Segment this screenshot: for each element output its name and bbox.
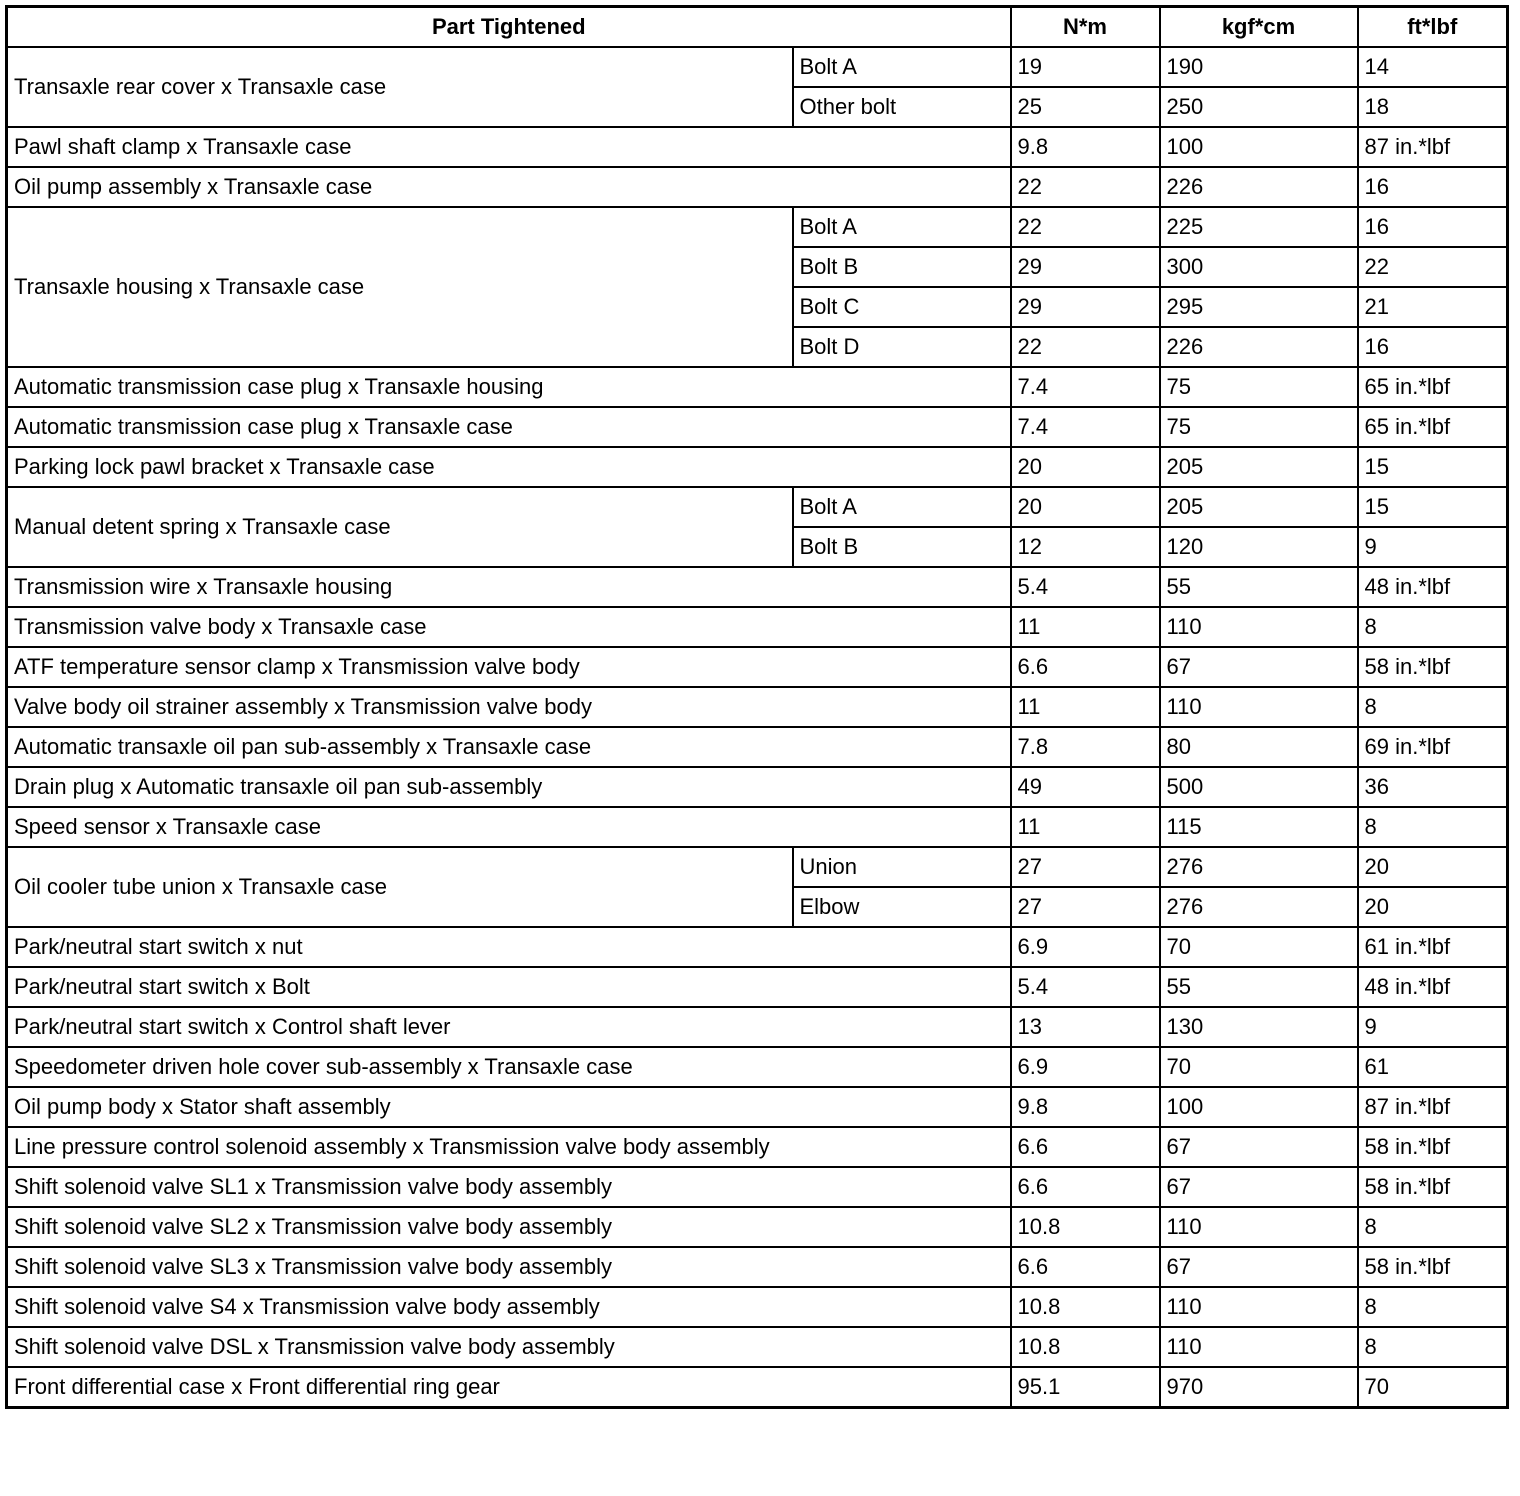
table-row	[7, 807, 1508, 847]
nm-cell: 7.8	[1011, 727, 1160, 767]
ftlbf-cell: 9	[1358, 1007, 1508, 1047]
kgfcm-cell: 100	[1160, 1087, 1358, 1127]
part-cell: Automatic transmission case plug x Transaxle case	[7, 407, 1011, 447]
kgfcm-cell: 110	[1160, 1327, 1358, 1367]
nm-cell: 22	[1011, 167, 1160, 207]
ftlbf-cell: 8	[1358, 1327, 1508, 1367]
nm-cell: 10.8	[1011, 1207, 1160, 1247]
part-cell: Parking lock pawl bracket x Transaxle case	[7, 447, 1011, 487]
ftlbf-cell: 87 in.*lbf	[1358, 127, 1508, 167]
ftlbf-cell: 9	[1358, 527, 1508, 567]
kgfcm-cell: 70	[1160, 1047, 1358, 1087]
table-row	[7, 727, 1508, 767]
ftlbf-cell: 58 in.*lbf	[1358, 1167, 1508, 1207]
nm-cell: 9.8	[1011, 1087, 1160, 1127]
table-row	[7, 647, 1508, 687]
kgfcm-cell: 100	[1160, 127, 1358, 167]
kgfcm-cell: 250	[1160, 87, 1358, 127]
ftlbf-cell: 58 in.*lbf	[1358, 1247, 1508, 1287]
part-cell: Transmission valve body x Transaxle case	[7, 607, 1011, 647]
nm-cell: 6.6	[1011, 1247, 1160, 1287]
sub-part-cell: Bolt B	[793, 527, 1011, 567]
part-cell: Park/neutral start switch x Bolt	[7, 967, 1011, 1007]
ftlbf-cell: 48 in.*lbf	[1358, 567, 1508, 607]
table-row	[7, 1367, 1508, 1408]
part-cell: Manual detent spring x Transaxle case	[7, 487, 793, 567]
ftlbf-cell: 65 in.*lbf	[1358, 367, 1508, 407]
part-cell: Line pressure control solenoid assembly x Transmission valve body assembly	[7, 1127, 1011, 1167]
table-header-row	[7, 7, 1508, 48]
part-cell: Automatic transaxle oil pan sub-assembly x Transaxle case	[7, 727, 1011, 767]
nm-cell: 29	[1011, 287, 1160, 327]
kgfcm-cell: 110	[1160, 1207, 1358, 1247]
kgfcm-cell: 115	[1160, 807, 1358, 847]
nm-cell: 6.6	[1011, 647, 1160, 687]
ftlbf-cell: 8	[1358, 1287, 1508, 1327]
nm-cell: 27	[1011, 847, 1160, 887]
table-row	[7, 1127, 1508, 1167]
kgfcm-cell: 67	[1160, 1247, 1358, 1287]
ftlbf-cell: 16	[1358, 207, 1508, 247]
ftlbf-cell: 69 in.*lbf	[1358, 727, 1508, 767]
kgfcm-cell: 75	[1160, 367, 1358, 407]
kgfcm-cell: 67	[1160, 647, 1358, 687]
kgfcm-cell: 120	[1160, 527, 1358, 567]
ftlbf-cell: 65 in.*lbf	[1358, 407, 1508, 447]
nm-cell: 11	[1011, 687, 1160, 727]
table-row	[7, 47, 1508, 87]
header-part-tightened: Part Tightened	[7, 7, 1011, 48]
nm-cell: 25	[1011, 87, 1160, 127]
table-body	[7, 47, 1508, 1408]
part-cell: Speed sensor x Transaxle case	[7, 807, 1011, 847]
kgfcm-cell: 205	[1160, 447, 1358, 487]
sub-part-cell: Bolt A	[793, 487, 1011, 527]
kgfcm-cell: 295	[1160, 287, 1358, 327]
part-cell: Oil cooler tube union x Transaxle case	[7, 847, 793, 927]
table-row	[7, 1087, 1508, 1127]
table-row	[7, 567, 1508, 607]
table-row	[7, 607, 1508, 647]
nm-cell: 7.4	[1011, 407, 1160, 447]
sub-part-cell: Bolt A	[793, 47, 1011, 87]
ftlbf-cell: 8	[1358, 1207, 1508, 1247]
part-cell: Transmission wire x Transaxle housing	[7, 567, 1011, 607]
table-row	[7, 1047, 1508, 1087]
part-cell: Oil pump assembly x Transaxle case	[7, 167, 1011, 207]
nm-cell: 27	[1011, 887, 1160, 927]
kgfcm-cell: 110	[1160, 1287, 1358, 1327]
nm-cell: 19	[1011, 47, 1160, 87]
ftlbf-cell: 61	[1358, 1047, 1508, 1087]
part-cell: Transaxle housing x Transaxle case	[7, 207, 793, 367]
ftlbf-cell: 87 in.*lbf	[1358, 1087, 1508, 1127]
ftlbf-cell: 15	[1358, 447, 1508, 487]
ftlbf-cell: 16	[1358, 327, 1508, 367]
ftlbf-cell: 18	[1358, 87, 1508, 127]
nm-cell: 22	[1011, 207, 1160, 247]
ftlbf-cell: 14	[1358, 47, 1508, 87]
nm-cell: 7.4	[1011, 367, 1160, 407]
nm-cell: 6.6	[1011, 1167, 1160, 1207]
table-row	[7, 687, 1508, 727]
kgfcm-cell: 226	[1160, 327, 1358, 367]
kgfcm-cell: 205	[1160, 487, 1358, 527]
ftlbf-cell: 48 in.*lbf	[1358, 967, 1508, 1007]
table-row	[7, 447, 1508, 487]
header-nm: N*m	[1011, 7, 1160, 48]
nm-cell: 6.9	[1011, 1047, 1160, 1087]
table-row	[7, 1327, 1508, 1367]
part-cell: Shift solenoid valve SL2 x Transmission valve body assembly	[7, 1207, 1011, 1247]
kgfcm-cell: 55	[1160, 967, 1358, 1007]
ftlbf-cell: 8	[1358, 607, 1508, 647]
nm-cell: 9.8	[1011, 127, 1160, 167]
ftlbf-cell: 20	[1358, 847, 1508, 887]
kgfcm-cell: 70	[1160, 927, 1358, 967]
torque-spec-table	[5, 5, 1509, 1409]
table-row	[7, 407, 1508, 447]
nm-cell: 22	[1011, 327, 1160, 367]
table-row	[7, 127, 1508, 167]
kgfcm-cell: 130	[1160, 1007, 1358, 1047]
header-kgfcm: kgf*cm	[1160, 7, 1358, 48]
kgfcm-cell: 110	[1160, 607, 1358, 647]
nm-cell: 20	[1011, 447, 1160, 487]
ftlbf-cell: 70	[1358, 1367, 1508, 1408]
nm-cell: 29	[1011, 247, 1160, 287]
nm-cell: 13	[1011, 1007, 1160, 1047]
kgfcm-cell: 276	[1160, 847, 1358, 887]
kgfcm-cell: 75	[1160, 407, 1358, 447]
nm-cell: 12	[1011, 527, 1160, 567]
ftlbf-cell: 20	[1358, 887, 1508, 927]
ftlbf-cell: 58 in.*lbf	[1358, 1127, 1508, 1167]
kgfcm-cell: 190	[1160, 47, 1358, 87]
kgfcm-cell: 110	[1160, 687, 1358, 727]
kgfcm-cell: 67	[1160, 1127, 1358, 1167]
kgfcm-cell: 67	[1160, 1167, 1358, 1207]
header-ftlbf: ft*lbf	[1358, 7, 1508, 48]
part-cell: Valve body oil strainer assembly x Transmission valve body	[7, 687, 1011, 727]
sub-part-cell: Elbow	[793, 887, 1011, 927]
ftlbf-cell: 22	[1358, 247, 1508, 287]
table-row	[7, 767, 1508, 807]
kgfcm-cell: 300	[1160, 247, 1358, 287]
nm-cell: 20	[1011, 487, 1160, 527]
kgfcm-cell: 500	[1160, 767, 1358, 807]
part-cell: Front differential case x Front differential ring gear	[7, 1367, 1011, 1408]
nm-cell: 10.8	[1011, 1327, 1160, 1367]
nm-cell: 95.1	[1011, 1367, 1160, 1408]
ftlbf-cell: 16	[1358, 167, 1508, 207]
kgfcm-cell: 970	[1160, 1367, 1358, 1408]
part-cell: Transaxle rear cover x Transaxle case	[7, 47, 793, 127]
sub-part-cell: Other bolt	[793, 87, 1011, 127]
ftlbf-cell: 58 in.*lbf	[1358, 647, 1508, 687]
nm-cell: 49	[1011, 767, 1160, 807]
sub-part-cell: Bolt B	[793, 247, 1011, 287]
ftlbf-cell: 21	[1358, 287, 1508, 327]
kgfcm-cell: 225	[1160, 207, 1358, 247]
sub-part-cell: Bolt C	[793, 287, 1011, 327]
table-row	[7, 167, 1508, 207]
nm-cell: 11	[1011, 807, 1160, 847]
ftlbf-cell: 36	[1358, 767, 1508, 807]
sub-part-cell: Union	[793, 847, 1011, 887]
part-cell: Pawl shaft clamp x Transaxle case	[7, 127, 1011, 167]
part-cell: Shift solenoid valve S4 x Transmission valve body assembly	[7, 1287, 1011, 1327]
part-cell: Park/neutral start switch x Control shaft lever	[7, 1007, 1011, 1047]
kgfcm-cell: 226	[1160, 167, 1358, 207]
ftlbf-cell: 8	[1358, 687, 1508, 727]
part-cell: Park/neutral start switch x nut	[7, 927, 1011, 967]
part-cell: Oil pump body x Stator shaft assembly	[7, 1087, 1011, 1127]
table-row	[7, 1167, 1508, 1207]
nm-cell: 6.6	[1011, 1127, 1160, 1167]
nm-cell: 6.9	[1011, 927, 1160, 967]
sub-part-cell: Bolt A	[793, 207, 1011, 247]
table-row	[7, 1287, 1508, 1327]
part-cell: Shift solenoid valve DSL x Transmission valve body assembly	[7, 1327, 1011, 1367]
nm-cell: 10.8	[1011, 1287, 1160, 1327]
part-cell: Shift solenoid valve SL1 x Transmission valve body assembly	[7, 1167, 1011, 1207]
table-row	[7, 847, 1508, 887]
table-row	[7, 967, 1508, 1007]
sub-part-cell: Bolt D	[793, 327, 1011, 367]
ftlbf-cell: 8	[1358, 807, 1508, 847]
part-cell: Speedometer driven hole cover sub-assembly x Transaxle case	[7, 1047, 1011, 1087]
part-cell: ATF temperature sensor clamp x Transmission valve body	[7, 647, 1011, 687]
table-row	[7, 487, 1508, 527]
part-cell: Drain plug x Automatic transaxle oil pan sub-assembly	[7, 767, 1011, 807]
table-row	[7, 367, 1508, 407]
table-row	[7, 1207, 1508, 1247]
part-cell: Automatic transmission case plug x Transaxle housing	[7, 367, 1011, 407]
kgfcm-cell: 276	[1160, 887, 1358, 927]
table-row	[7, 1007, 1508, 1047]
ftlbf-cell: 61 in.*lbf	[1358, 927, 1508, 967]
table-row	[7, 927, 1508, 967]
nm-cell: 11	[1011, 607, 1160, 647]
table-row	[7, 207, 1508, 247]
kgfcm-cell: 80	[1160, 727, 1358, 767]
ftlbf-cell: 15	[1358, 487, 1508, 527]
table-row	[7, 1247, 1508, 1287]
kgfcm-cell: 55	[1160, 567, 1358, 607]
nm-cell: 5.4	[1011, 567, 1160, 607]
part-cell: Shift solenoid valve SL3 x Transmission valve body assembly	[7, 1247, 1011, 1287]
nm-cell: 5.4	[1011, 967, 1160, 1007]
